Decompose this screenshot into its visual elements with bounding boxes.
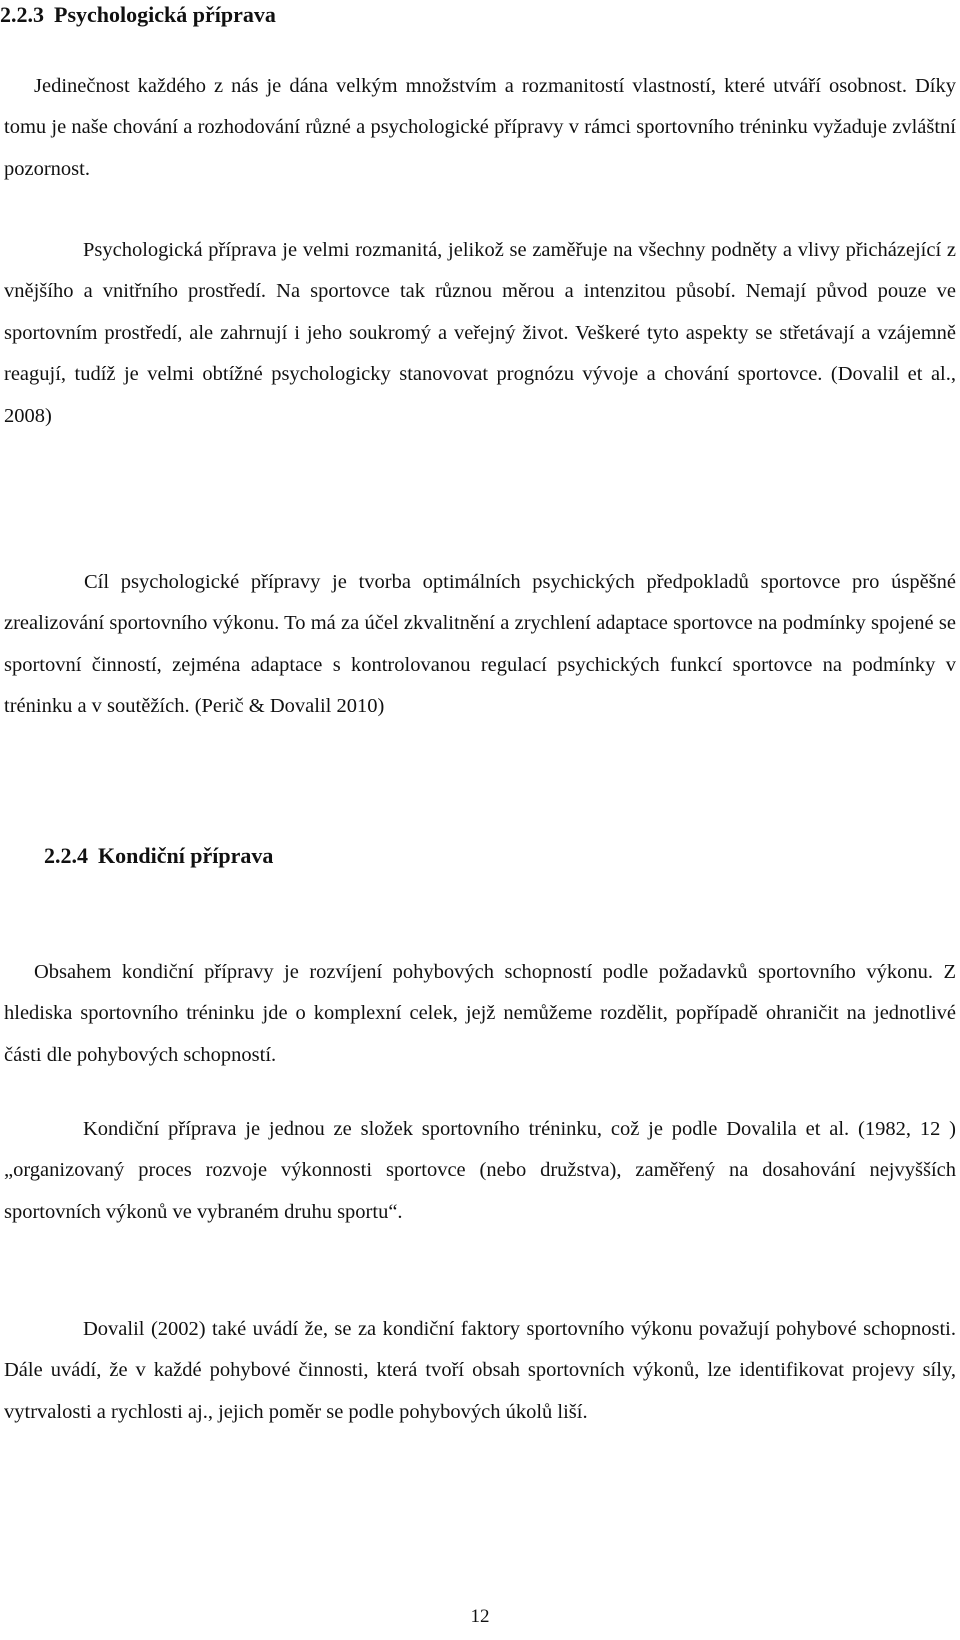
section-heading-psychologicka-priprava	[0, 2, 276, 28]
section-heading-kondicni-priprava	[44, 843, 273, 869]
paragraph: Kondiční příprava je jednou ze složek sportovního tréninku, což je podle Dovalila et al. (1982, 12 ) „organizovaný proces rozvoje výkonnosti sportovce (nebo družstva), zaměřený na dosahování nejvyšších sportovních výkonů ve vybraném druhu sportu“.	[4, 1118, 956, 1223]
section-number: 2.2.3	[0, 2, 44, 27]
paragraph: Obsahem kondiční přípravy je rozvíjení pohybových schopností podle požadavků sportovního výkonu. Z hlediska sportovního tréninku jde o komplexní celek, jejž nemůžeme rozdělit, popřípadě ohraničit na jednotlivé části dle pohybových schopností.	[4, 961, 956, 1066]
paragraph: Dovalil (2002) také uvádí že, se za kondiční faktory sportovního výkonu považují pohybové schopnosti. Dále uvádí, že v každé pohybové činnosti, která tvoří obsah sportovních výkonů, lze identifikovat projevy síly, vytrvalosti a rychlosti aj., jejich poměr se podle pohybových úkolů liší.	[4, 1318, 956, 1423]
section-title: Psychologická příprava	[54, 2, 276, 27]
paragraph: Jedinečnost každého z nás je dána velkým množstvím a rozmanitostí vlastností, které utváří osobnost. Díky tomu je naše chování a rozhodování různé a psychologické přípravy v rámci sportovního tréninku vyžaduje zvláštní pozornost.	[4, 75, 956, 180]
paragraph: Psychologická příprava je velmi rozmanitá, jelikož se zaměřuje na všechny podněty a vlivy přicházející z vnějšího a vnitřního prostředí. Na sportovce tak různou měrou a intenzitou působí. Nemají původ pouze ve sportovním prostředí, ale zahrnují i jeho soukromý a veřejný život. Veškeré tyto aspekty se střetávají a vzájemně reagují, tudíž je velmi obtížné psychologicky stanovovat prognózu vývoje a chování sportovce. (Dovalil et al., 2008)	[4, 239, 956, 427]
page-number: 12	[470, 1606, 490, 1627]
section-number: 2.2.4	[44, 843, 88, 868]
paragraph: Cíl psychologické přípravy je tvorba optimálních psychických předpokladů sportovce pro úspěšné zrealizování sportovního výkonu. To má za účel zkvalitnění a zrychlení adaptace sportovce na podmínky spojené se sportovní činností, zejména adaptace s kontrolovanou regulací psychických funkcí sportovce na podmínky v tréninku a v soutěžích. (Perič & Dovalil 2010)	[4, 571, 956, 718]
section-title: Kondiční příprava	[98, 843, 274, 868]
